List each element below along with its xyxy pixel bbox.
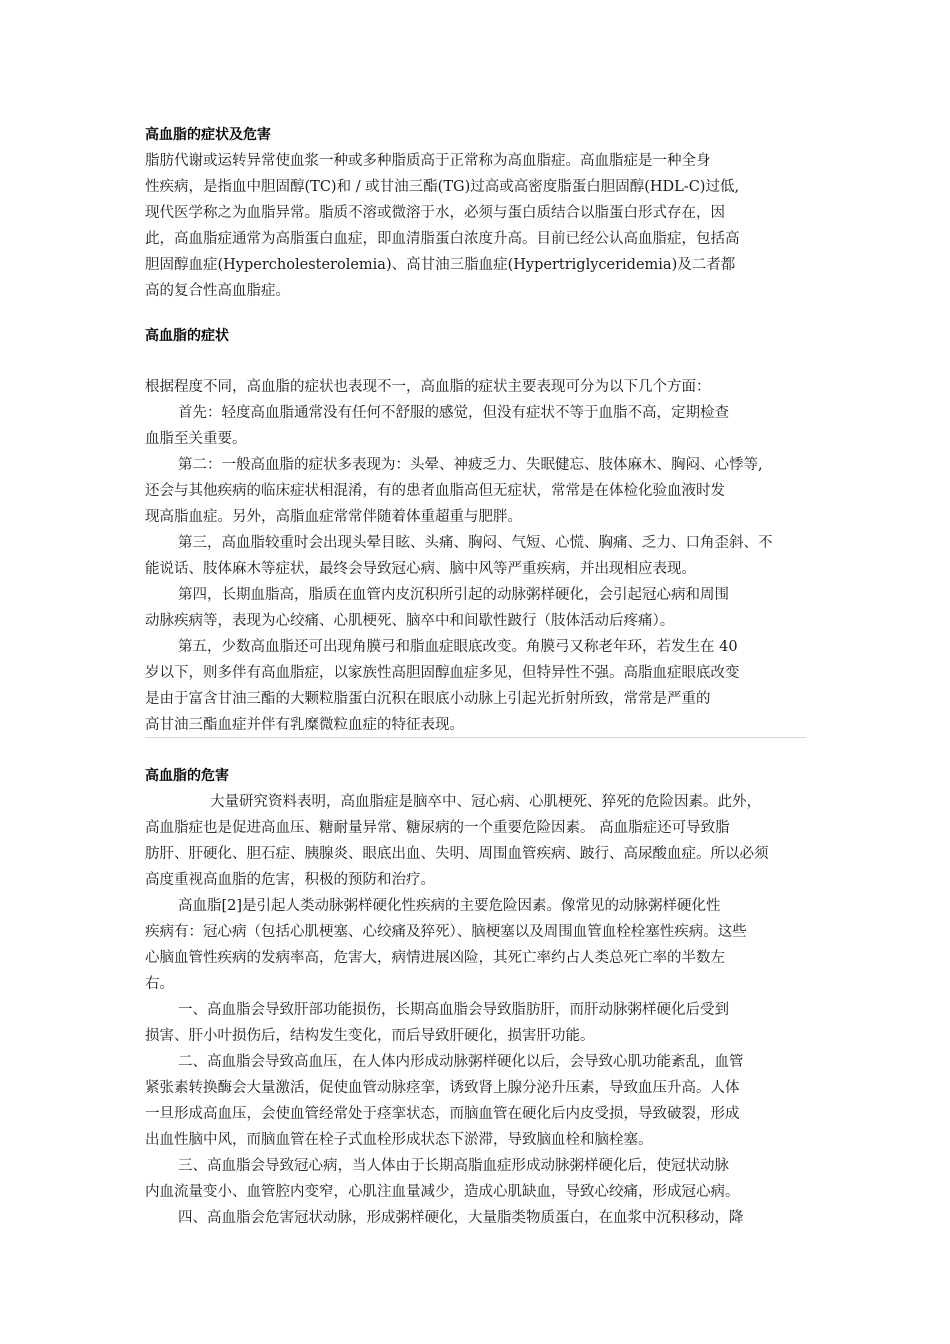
paragraph-line: 肪肝、肝硬化、胆石症、胰腺炎、眼底出血、失明、周围血管疾病、跛行、高尿酸血症。所以必须	[145, 846, 769, 862]
paragraph-line: 一、高血脂会导致肝部功能损伤，长期高血脂会导致脂肪肝，而肝动脉粥样硬化后受到	[178, 1002, 729, 1018]
paragraph-line: 高的复合性高血脂症。	[145, 283, 290, 299]
paragraph-line: 高血脂症也是促进高血压、糖耐量异常、糖尿病的一个重要危险因素。 高血脂症还可导致脂	[145, 820, 730, 836]
paragraph-line: 四、高血脂会危害冠状动脉，形成粥样硬化，大量脂类物质蛋白，在血浆中沉积移动，降	[178, 1210, 744, 1226]
paragraph-line: 内血流量变小、血管腔内变窄，心肌注血量减少，造成心肌缺血，导致心绞痛，形成冠心病。	[145, 1184, 740, 1200]
paragraph-line: 血脂至关重要。	[145, 431, 247, 447]
section-title-symptoms: 高血脂的症状	[145, 328, 229, 344]
paragraph-line: 高甘油三酯血症并伴有乳糜微粒血症的特征表现。	[145, 717, 464, 733]
paragraph-line: 首先：轻度高血脂通常没有任何不舒服的感觉，但没有症状不等于血脂不高，定期检查	[178, 405, 729, 421]
paragraph-line: 第二：一般高血脂的症状多表现为：头晕、神疲乏力、失眠健忘、肢体麻木、胸闷、心悸等,	[178, 457, 763, 473]
paragraph-line: 现代医学称之为血脂异常。脂质不溶或微溶于水，必须与蛋白质结合以脂蛋白形式存在，因	[145, 205, 725, 221]
paragraph-line: 右。	[145, 976, 174, 992]
paragraph-line: 紧张素转换酶会大量激活，促使血管动脉痉挛，诱致肾上腺分泌升压素，导致血压升高。人体	[145, 1080, 740, 1096]
paragraph-line: 能说话、肢体麻木等症状，最终会导致冠心病、脑中风等严重疾病，并出现相应表现。	[145, 561, 696, 577]
paragraph-line: 大量研究资料表明，高血脂症是脑卒中、冠心病、心肌梗死、猝死的危险因素。此外，	[210, 794, 761, 810]
paragraph-line: 损害、肝小叶损伤后，结构发生变化，而后导致肝硬化，损害肝功能。	[145, 1028, 595, 1044]
section-divider	[145, 737, 806, 738]
paragraph-line: 此，高血脂症通常为高脂蛋白血症，即血清脂蛋白浓度升高。目前已经公认高血脂症，包括高	[145, 231, 740, 247]
paragraph-line: 第三，高血脂较重时会出现头晕目眩、头痛、胸闷、气短、心慌、胸痛、乏力、口角歪斜、不	[178, 535, 773, 551]
paragraph-line: 高度重视高血脂的危害，积极的预防和治疗。	[145, 872, 435, 888]
paragraph-line: 出血性脑中风，而脑血管在栓子式血栓形成状态下淤滞，导致脑血栓和脑栓塞。	[145, 1132, 653, 1148]
paragraph-line: 第五，少数高血脂还可出现角膜弓和脂血症眼底改变。角膜弓又称老年环，若发生在 40	[178, 639, 738, 655]
paragraph-line: 心脑血管性疾病的发病率高，危害大，病情进展凶险，其死亡率约占人类总死亡率的半数左	[145, 950, 725, 966]
paragraph-line: 第四，长期血脂高，脂质在血管内皮沉积所引起的动脉粥样硬化，会引起冠心病和周围	[178, 587, 729, 603]
paragraph-line: 岁以下，则多伴有高血脂症，以家族性高胆固醇血症多见，但特异性不强。高脂血症眼底改变	[145, 665, 740, 681]
paragraph-line: 还会与其他疾病的临床症状相混淆，有的患者血脂高但无症状，常常是在体检化验血液时发	[145, 483, 725, 499]
paragraph-line: 疾病有：冠心病（包括心肌梗塞、心绞痛及猝死）、脑梗塞以及周围血管血栓栓塞性疾病。这些	[145, 924, 747, 940]
section-title-harm: 高血脂的危害	[145, 768, 229, 784]
paragraph-line: 根据程度不同，高血脂的症状也表现不一，高血脂的症状主要表现可分为以下几个方面：	[145, 379, 711, 395]
paragraph-line: 二、高血脂会导致高血压，在人体内形成动脉粥样硬化以后，会导致心肌功能紊乱，血管	[178, 1054, 744, 1070]
paragraph-line: 是由于富含甘油三酯的大颗粒脂蛋白沉积在眼底小动脉上引起光折射所致，常常是严重的	[145, 691, 711, 707]
paragraph-line: 高血脂[2]是引起人类动脉粥样硬化性疾病的主要危险因素。像常见的动脉粥样硬化性	[178, 898, 721, 914]
paragraph-line: 现高脂血症。另外，高脂血症常常伴随着体重超重与肥胖。	[145, 509, 522, 525]
paragraph-line: 性疾病，是指血中胆固醇(TC)和 / 或甘油三酯(TG)过高或高密度脂蛋白胆固醇(HDL-C)过低,	[145, 179, 740, 195]
section-title-symptoms-and-harm: 高血脂的症状及危害	[145, 127, 271, 143]
paragraph-line: 脂肪代谢或运转异常使血浆一种或多种脂质高于正常称为高血脂症。高血脂症是一种全身	[145, 153, 711, 169]
paragraph-line: 一旦形成高血压，会使血管经常处于痉挛状态，而脑血管在硬化后内皮受损，导致破裂，形成	[145, 1106, 740, 1122]
paragraph-line: 三、高血脂会导致冠心病，当人体由于长期高脂血症形成动脉粥样硬化后，使冠状动脉	[178, 1158, 729, 1174]
paragraph-line: 动脉疾病等，表现为心绞痛、心肌梗死、脑卒中和间歇性跛行（肢体活动后疼痛）。	[145, 613, 675, 629]
paragraph-line: 胆固醇血症(Hypercholesterolemia)、高甘油三脂血症(Hypertriglyceridemia)及二者都	[145, 257, 736, 273]
